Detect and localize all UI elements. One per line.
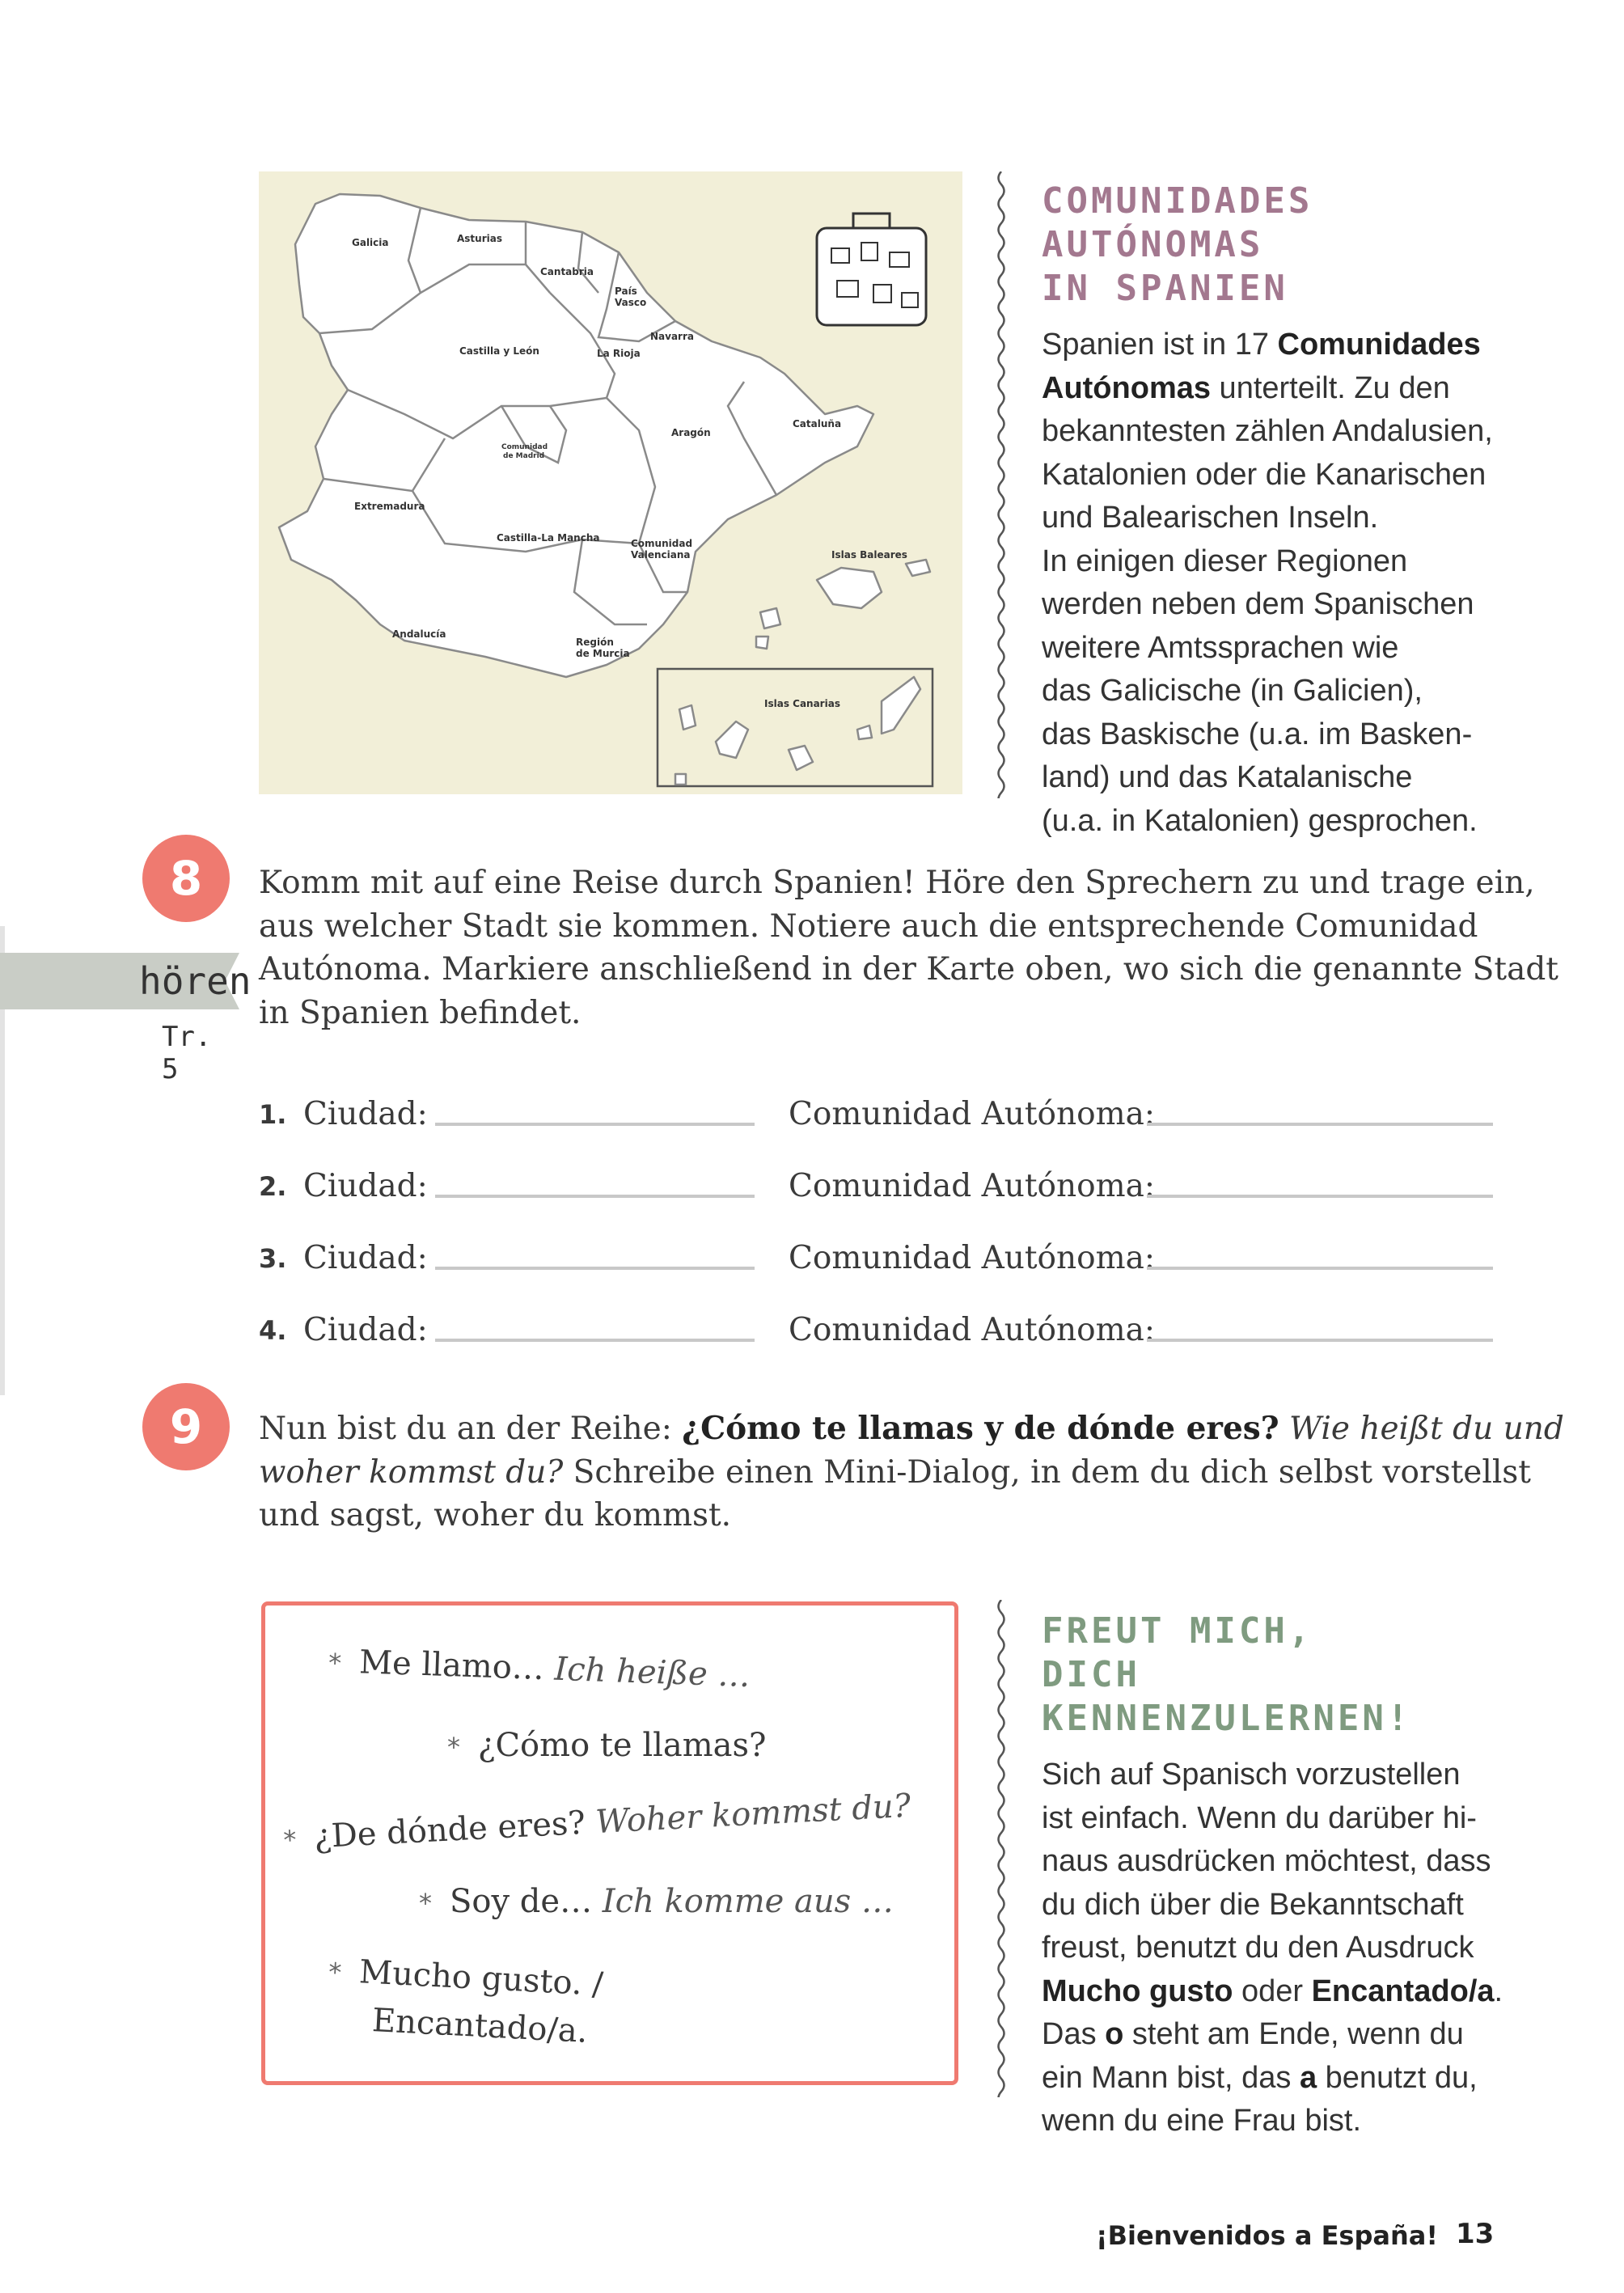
- text-line: [1042, 713, 1495, 757]
- map-island-canary-3: [789, 746, 813, 770]
- text-line: [1042, 540, 1495, 584]
- text-run: ¿Cómo te llamas?: [478, 1727, 767, 1764]
- map-label-castilla-la-mancha: Castilla-La Mancha: [497, 532, 600, 544]
- map-island-canary-6: [675, 774, 686, 785]
- map-svg: [259, 171, 962, 794]
- info-box-1-title-line-2: IN SPANIEN: [1042, 268, 1288, 309]
- phrase-text: [313, 1787, 911, 1856]
- text-run: oder: [1233, 1974, 1312, 2008]
- phrase-box: [261, 1601, 958, 2085]
- answer-row-number: 3.: [259, 1243, 287, 1274]
- phrase-text: [478, 1727, 767, 1764]
- comunidad-answer-line[interactable]: [1147, 1339, 1493, 1342]
- text-line: [1042, 670, 1495, 713]
- info-box-1-body: [1042, 324, 1495, 843]
- text-run: steht am Ende, wenn du: [1123, 2017, 1464, 2051]
- map-label-navarra: Navarra: [650, 331, 694, 342]
- text-line: [1042, 1884, 1495, 1927]
- text-run: und sagst, woher du kommst.: [259, 1497, 732, 1534]
- text-run: Komm mit auf eine Reise durch Spanien! Höre den Sprechern zu und trage ein,: [259, 865, 1535, 901]
- text-run: ist einfach. Wenn du darüber hi-: [1042, 1800, 1477, 1835]
- map-label-madrid-1: Comunidad: [501, 443, 548, 451]
- text-line: [1042, 583, 1495, 627]
- map-label-valenciana-1: Comunidad: [631, 538, 693, 549]
- suitcase-icon: [817, 214, 926, 325]
- map-island-menorca: [906, 560, 930, 576]
- ciudad-label: Ciudad:: [303, 1096, 428, 1132]
- italic-translation: woher kommst du?: [259, 1453, 564, 1491]
- phrase-de-donde-eres: [282, 1783, 912, 1864]
- answer-row: [259, 1234, 1496, 1283]
- map-label-cataluna: Cataluña: [793, 418, 842, 429]
- wavy-divider-bottom-svg: [993, 1600, 1009, 2097]
- text-run: unterteilt. Zu den: [1211, 370, 1450, 405]
- text-run: Das: [1042, 2017, 1106, 2051]
- phrase-como-te-llamas: [447, 1723, 767, 1770]
- answer-row: [259, 1162, 1496, 1211]
- phrase-soy-de: [419, 1879, 894, 1926]
- text-run: weitere Amtssprachen wie: [1042, 630, 1399, 665]
- map-label-pais-vasco-1: País: [615, 286, 637, 297]
- asterisk-icon: *: [328, 1957, 343, 1988]
- text-run: das Baskische (u.a. im Basken-: [1042, 717, 1473, 751]
- text-run: das Galicische (in Galicien),: [1042, 674, 1423, 708]
- text-run: Spanien ist in 17: [1042, 328, 1278, 362]
- text-run: Schreibe einen Mini-Dialog, in dem du dich selbst vorstellst: [563, 1453, 1531, 1491]
- bold-term: ¿Cómo te llamas y de dónde eres?: [682, 1410, 1279, 1447]
- wavy-divider-top-svg: [993, 171, 1009, 798]
- text-run: .: [1494, 1974, 1503, 2008]
- map-label-extremadura: Extremadura: [354, 501, 425, 512]
- map-label-aragon: Aragón: [671, 427, 711, 438]
- text-line: [1042, 1927, 1495, 1970]
- answer-row-number: 4.: [259, 1315, 287, 1346]
- text-line: [1042, 410, 1495, 454]
- info-box-2-title: [1042, 1610, 1495, 1741]
- ciudad-answer-line[interactable]: [435, 1195, 755, 1198]
- wavy-divider-top: [993, 171, 1009, 798]
- text-run: aus welcher Stadt sie kommen. Notiere auch die entsprechende Comunidad: [259, 907, 1478, 945]
- text-run: benutzt du,: [1317, 2060, 1478, 2095]
- info-box-nice-to-meet-you: [1042, 1610, 1503, 2143]
- text-run: Sich auf Spanisch vorzustellen: [1042, 1758, 1461, 1792]
- text-run: land) und das Katalanische: [1042, 760, 1413, 794]
- answer-row: [259, 1090, 1496, 1139]
- map-label-murcia-1: Región: [576, 637, 614, 648]
- comunidad-label: Comunidad Autónoma:: [789, 1240, 1155, 1276]
- text-line: [1042, 2100, 1495, 2143]
- text-run: [1279, 1411, 1289, 1447]
- text-line: [1042, 800, 1495, 844]
- phrase-text: [358, 1644, 751, 1694]
- comunidad-label: Comunidad Autónoma:: [789, 1312, 1155, 1348]
- text-run: Soy de…: [450, 1883, 603, 1920]
- answer-row-number: 2.: [259, 1171, 287, 1202]
- phrase-text: [358, 1953, 604, 2003]
- info-box-1-title-line-1: COMUNIDADES AUTÓNOMAS: [1042, 180, 1313, 265]
- map-label-castilla-y-leon: Castilla y León: [459, 345, 539, 357]
- text-line: [259, 861, 1535, 905]
- text-run: (u.a. in Katalonien) gesprochen.: [1042, 803, 1478, 838]
- bold-term: Comunidades: [1277, 328, 1481, 362]
- text-line: [1042, 1840, 1495, 1884]
- text-line: [1042, 627, 1495, 671]
- text-run: du dich über die Bekanntschaft: [1042, 1887, 1464, 1922]
- italic-translation: Ich komme aus …: [602, 1883, 894, 1920]
- text-line: [259, 905, 1520, 949]
- italic-translation: Woher kommst du?: [594, 1787, 912, 1842]
- exercise-8-instructions: [259, 861, 1558, 1034]
- text-line: [1042, 324, 1495, 367]
- text-run: ein Mann bist, das: [1042, 2060, 1300, 2095]
- text-line: [1042, 1797, 1495, 1841]
- phrase-mucho-gusto: [328, 1948, 605, 2009]
- answer-row-number: 1.: [259, 1099, 287, 1130]
- info-box-autonomous-communities: [1042, 180, 1495, 843]
- bold-term: o: [1105, 2017, 1124, 2051]
- text-line: [1042, 1970, 1503, 2014]
- bold-term: Mucho gusto: [1042, 1974, 1233, 2008]
- asterisk-icon: *: [447, 1732, 460, 1762]
- text-run: In einigen dieser Regionen: [1042, 544, 1408, 578]
- italic-translation: Wie heißt du und: [1289, 1411, 1564, 1447]
- text-run: freust, benutzt du den Ausdruck: [1042, 1931, 1474, 1965]
- map-island-ibiza: [760, 608, 780, 628]
- italic-translation: Ich heiße …: [553, 1650, 751, 1695]
- footer-title: ¡Bienvenidos a España!: [1096, 2220, 1438, 2251]
- track-number: Tr. 5: [162, 1021, 212, 1085]
- ciudad-answer-line[interactable]: [435, 1267, 755, 1270]
- text-line: [1042, 2013, 1495, 2057]
- info-box-2-body: [1042, 1754, 1503, 2143]
- phrase-text: [371, 2002, 589, 2050]
- asterisk-icon: *: [282, 1824, 298, 1856]
- map-label-valenciana-2: Valenciana: [631, 549, 691, 561]
- bold-term: a: [1299, 2060, 1317, 2095]
- answer-row: [259, 1306, 1496, 1355]
- map-label-islas-baleares: Islas Baleares: [831, 549, 907, 561]
- exercise-8-number: 8: [142, 835, 230, 922]
- map-label-andalucia: Andalucía: [392, 628, 446, 640]
- text-line: [1042, 756, 1495, 800]
- map-island-canary-2: [716, 721, 748, 758]
- comunidad-label: Comunidad Autónoma:: [789, 1096, 1155, 1132]
- text-run: Encantado/a.: [370, 2002, 589, 2050]
- ciudad-label: Ciudad:: [303, 1312, 428, 1348]
- map-label-cantabria: Cantabria: [540, 266, 594, 277]
- text-run: werden neben dem Spanischen: [1042, 587, 1474, 621]
- text-line: [259, 1451, 1531, 1495]
- comunidad-answer-line[interactable]: [1147, 1195, 1493, 1198]
- comunidad-answer-line[interactable]: [1147, 1123, 1493, 1126]
- text-run: bekanntesten zählen Andalusien,: [1042, 414, 1493, 448]
- map-island-canary-1: [679, 705, 696, 730]
- text-run: Me llamo…: [358, 1644, 556, 1688]
- text-run: ¿De dónde eres?: [313, 1804, 597, 1856]
- wavy-divider-bottom: [993, 1600, 1009, 2097]
- text-run: Nun bist du an der Reihe:: [259, 1411, 683, 1447]
- map-label-galicia: Galicia: [352, 237, 389, 248]
- text-run: naus ausdrücken möchtest, dass: [1042, 1844, 1491, 1878]
- map-island-canary-4: [882, 677, 920, 734]
- map-label-la-rioja: La Rioja: [597, 348, 641, 359]
- map-island-canary-5: [857, 726, 872, 739]
- text-line: [1042, 2057, 1495, 2101]
- bold-term: Autónomas: [1042, 370, 1211, 405]
- ciudad-label: Ciudad:: [303, 1168, 428, 1204]
- text-run: in Spanien befindet.: [259, 994, 582, 1031]
- info-box-1-title: [1042, 180, 1495, 311]
- text-line: [259, 1407, 1564, 1451]
- hoeren-tab-label: hören: [139, 959, 252, 1003]
- map-label-madrid-2: de Madrid: [503, 452, 545, 460]
- map-label-asturias: Asturias: [457, 233, 502, 244]
- info-box-2-title-line-1: FREUT MICH,: [1042, 1610, 1313, 1652]
- map-label-pais-vasco-2: Vasco: [615, 297, 647, 308]
- text-line: [259, 1494, 1520, 1538]
- phrase-me-llamo: [328, 1639, 751, 1700]
- text-line: [259, 948, 1558, 992]
- map-island-mallorca: [817, 568, 882, 608]
- info-box-2-title-line-2: DICH KENNENZULERNEN!: [1042, 1654, 1412, 1739]
- asterisk-icon: *: [419, 1888, 432, 1919]
- text-run: Autónoma. Markiere anschließend in der Karte oben, wo sich die genannte Stadt: [259, 951, 1558, 988]
- exercise-9-instructions: [259, 1407, 1564, 1538]
- ciudad-answer-line[interactable]: [435, 1123, 755, 1126]
- text-run: Katalonien oder die Kanarischen: [1042, 457, 1487, 492]
- ciudad-answer-line[interactable]: [435, 1339, 755, 1342]
- bold-term: Encantado/a: [1311, 1974, 1495, 2008]
- exercise-9-number: 9: [142, 1383, 230, 1470]
- map-label-murcia-2: de Murcia: [576, 648, 630, 659]
- text-line: [1042, 1754, 1495, 1797]
- spain-regions-map: [259, 171, 962, 794]
- comunidad-answer-line[interactable]: [1147, 1267, 1493, 1270]
- asterisk-icon: *: [328, 1647, 342, 1679]
- map-label-islas-canarias: Islas Canarias: [764, 698, 840, 709]
- text-line: [1042, 454, 1495, 497]
- text-line: [259, 992, 1520, 1035]
- page-number: 13: [1456, 2218, 1495, 2250]
- map-island-formentera: [756, 637, 768, 649]
- text-run: wenn du eine Frau bist.: [1042, 2104, 1362, 2138]
- text-run: Mucho gusto. /: [358, 1953, 604, 2003]
- text-run: und Balearischen Inseln.: [1042, 501, 1379, 535]
- ciudad-label: Ciudad:: [303, 1240, 428, 1276]
- text-line: [1042, 367, 1495, 411]
- text-line: [1042, 497, 1495, 540]
- phrase-text: [450, 1883, 894, 1920]
- comunidad-label: Comunidad Autónoma:: [789, 1168, 1155, 1204]
